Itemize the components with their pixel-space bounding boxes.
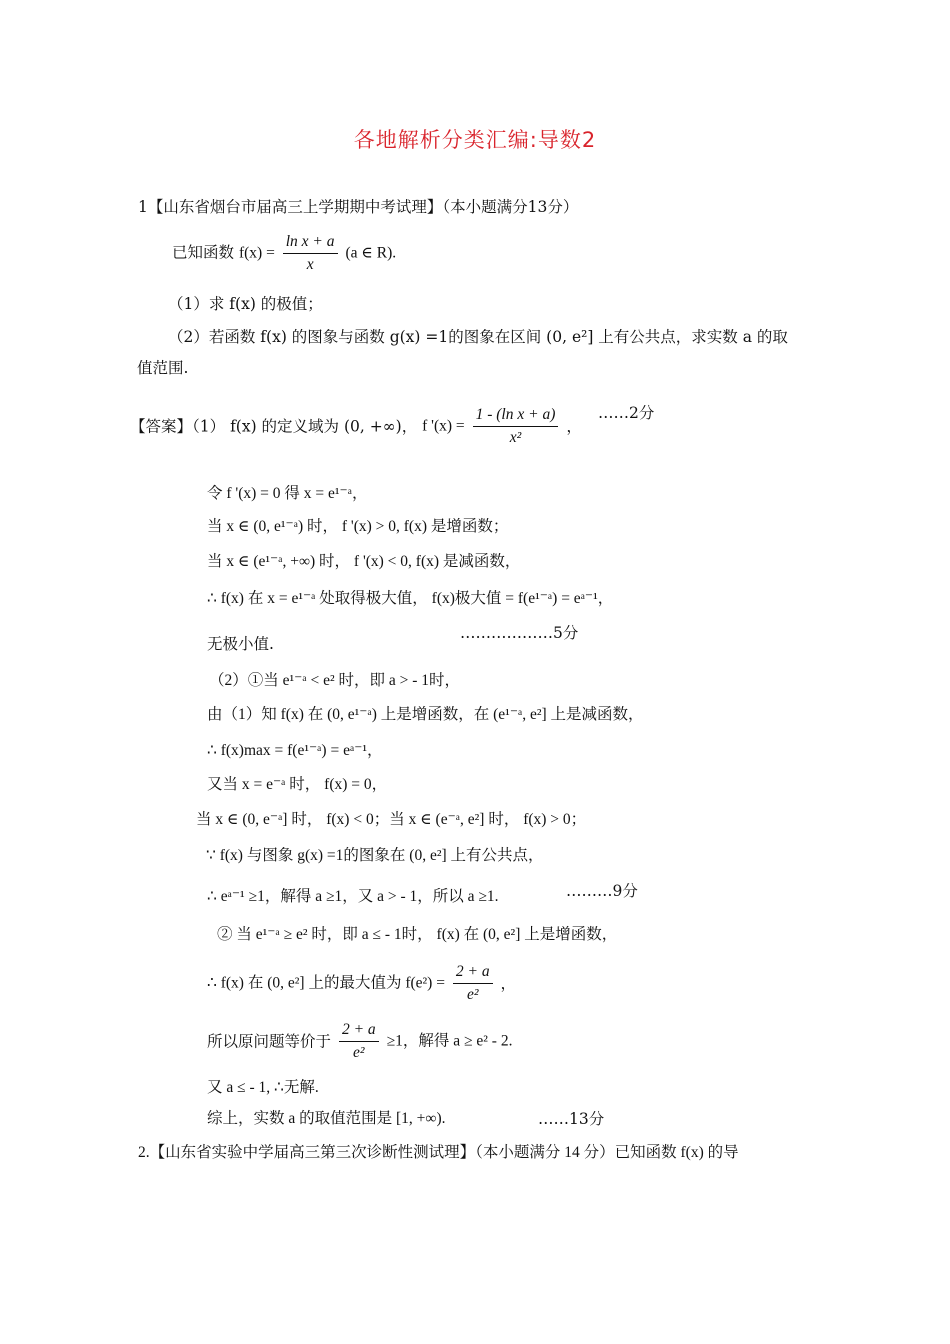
problem-1-given — [172, 232, 396, 275]
line-15-prefix: 所以原问题等价于 — [207, 1032, 332, 1051]
answer-line-1: 令 f '(x) = 0 得 x = e¹⁻ᵃ， — [207, 485, 368, 502]
points-5: ………………5分 — [460, 624, 579, 642]
answer-line-12: ∴ eᵃ⁻¹ ≥1，解得 a ≥1，又 a > - 1，所以 a ≥1. — [207, 888, 499, 905]
answer-line-5: 无极小值. — [207, 635, 274, 653]
answer-line-14 — [207, 962, 516, 1005]
page-title: 各地解析分类汇编:导数2 — [353, 128, 597, 152]
given-denominator: x — [306, 256, 314, 273]
question-2-line-2: 值范围. — [137, 359, 189, 377]
line-14-fraction — [453, 962, 493, 1005]
answer-line-6: （2）①当 e¹⁻ᵃ < e² 时，即 a > - 1时， — [209, 672, 460, 689]
line-14-end: ， — [500, 974, 517, 993]
answer-line-7: 由（1）知 f(x) 在 (0, e¹⁻ᵃ) 上是增函数，在 (e¹⁻ᵃ, e²] 上是减函数， — [207, 706, 644, 723]
derivative-numerator: 1 - (ln x + a) — [473, 405, 559, 427]
given-fraction — [283, 232, 338, 275]
answer-line-15 — [207, 1020, 512, 1063]
given-prefix: 已知函数 — [172, 243, 235, 262]
derivative-lhs: f '(x) = — [422, 417, 465, 435]
line-14-prefix: ∴ f(x) 在 (0, e²] 上的最大值为 f(e²) = — [207, 974, 445, 992]
answer-line-9: 又当 x = e⁻ᵃ 时， f(x) = 0， — [207, 776, 388, 793]
answer-line-13: ② 当 e¹⁻ᵃ ≥ e² 时，即 a ≤ - 1时， f(x) 在 (0, e²] 上是增函数， — [217, 926, 618, 943]
answer-line-11: ∵ f(x) 与图象 g(x) =1的图象在 (0, e²] 上有公共点， — [206, 847, 544, 864]
answer-label: 【答案】（1） — [130, 417, 226, 436]
answer-line-17: 综上，实数 a 的取值范围是 [1, +∞). — [207, 1110, 446, 1127]
line-15-numerator: 2 + a — [339, 1020, 379, 1042]
answer-line-4: ∴ f(x) 在 x = e¹⁻ᵃ 处取得极大值， f(x)极大值 = f(e¹⁻ᵃ) = eᵃ⁻¹， — [207, 590, 614, 607]
answer-line-8: ∴ f(x)max = f(e¹⁻ᵃ) = eᵃ⁻¹， — [207, 742, 383, 759]
given-lhs: f(x) = — [238, 244, 275, 262]
answer-header — [130, 405, 582, 448]
points-9: ………9分 — [566, 882, 638, 900]
points-13: ……13分 — [538, 1110, 605, 1128]
answer-line-16: 又 a ≤ - 1, ∴无解. — [207, 1079, 319, 1096]
domain-text: f(x) 的定义域为 (0, +∞)， — [230, 417, 418, 436]
line-15-denominator: e² — [353, 1044, 365, 1061]
answer-line-2: 当 x ∈ (0, e¹⁻ᵃ) 时， f '(x) > 0, f(x) 是增函数； — [207, 518, 509, 535]
problem-2-intro: 2.【山东省实验中学届高三第三次诊断性测试理】（本小题满分 14 分）已知函数 f(x) 的导 — [138, 1144, 739, 1161]
answer-line-10: 当 x ∈ (0, e⁻ᵃ] 时， f(x) < 0；当 x ∈ (e⁻ᵃ, e²] 时， f(x) > 0； — [196, 811, 587, 828]
derivative-end: ， — [566, 417, 582, 436]
derivative-fraction — [473, 405, 559, 448]
answer-line-3: 当 x ∈ (e¹⁻ᵃ, +∞) 时， f '(x) < 0, f(x) 是减函数， — [207, 553, 521, 570]
line-14-numerator: 2 + a — [453, 962, 493, 984]
line-14-denominator: e² — [466, 986, 479, 1003]
question-1: （1）求 f(x) 的极值； — [168, 295, 323, 313]
points-2: ……2分 — [598, 404, 655, 422]
question-2-line-1: （2）若函数 f(x) 的图象与函数 g(x) =1的图象在区间 (0, e²] 上有公共点，求实数 a 的取 — [168, 328, 788, 346]
problem-1-intro: 1【山东省烟台市届高三上学期期中考试理】（本小题满分13分） — [138, 198, 579, 216]
given-tail: (a ∈ R). — [345, 244, 397, 262]
line-15-fraction — [339, 1020, 379, 1063]
derivative-denominator: x² — [509, 429, 522, 446]
line-15-post: ≥1，解得 a ≥ e² - 2. — [386, 1032, 513, 1050]
given-numerator: ln x + a — [283, 232, 338, 254]
